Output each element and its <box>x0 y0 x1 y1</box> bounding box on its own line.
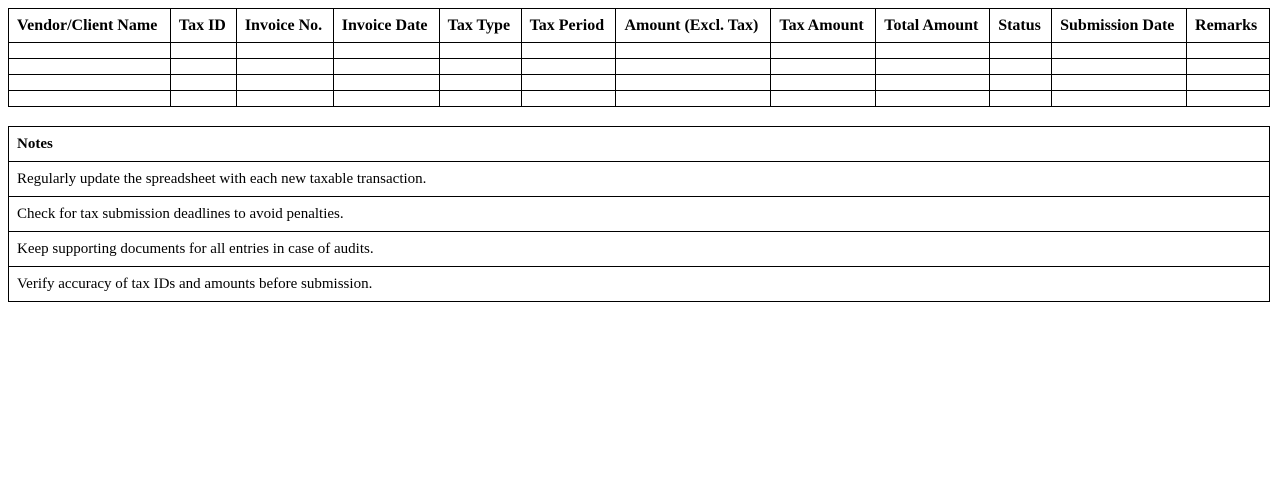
column-header-submission-date: Submission Date <box>1052 9 1187 43</box>
table-header-row <box>9 9 1270 43</box>
table-cell[interactable] <box>616 91 771 107</box>
column-header-tax-type: Tax Type <box>439 9 521 43</box>
table-cell[interactable] <box>616 59 771 75</box>
table-cell[interactable] <box>1052 59 1187 75</box>
table-cell[interactable] <box>236 43 333 59</box>
table-cell[interactable] <box>170 43 236 59</box>
column-header-status: Status <box>990 9 1052 43</box>
table-cell[interactable] <box>9 75 171 91</box>
table-cell[interactable] <box>990 59 1052 75</box>
notes-row <box>9 162 1270 197</box>
table-cell[interactable] <box>521 75 616 91</box>
table-row <box>9 91 1270 107</box>
table-cell[interactable] <box>170 91 236 107</box>
table-cell[interactable] <box>990 43 1052 59</box>
table-cell[interactable] <box>236 59 333 75</box>
column-header-total-amount: Total Amount <box>876 9 990 43</box>
table-cell[interactable] <box>439 91 521 107</box>
notes-heading: Notes <box>9 127 1270 162</box>
column-header-vendor-client-name: Vendor/Client Name <box>9 9 171 43</box>
notes-row <box>9 197 1270 232</box>
table-cell[interactable] <box>1187 91 1270 107</box>
tax-tracker-table <box>8 8 1270 107</box>
table-cell[interactable] <box>9 43 171 59</box>
table-cell[interactable] <box>876 43 990 59</box>
table-cell[interactable] <box>771 59 876 75</box>
table-cell[interactable] <box>333 91 439 107</box>
table-cell[interactable] <box>170 59 236 75</box>
table-cell[interactable] <box>439 59 521 75</box>
table-cell[interactable] <box>1052 75 1187 91</box>
table-cell[interactable] <box>521 43 616 59</box>
column-header-tax-period: Tax Period <box>521 9 616 43</box>
column-header-invoice-date: Invoice Date <box>333 9 439 43</box>
column-header-tax-amount: Tax Amount <box>771 9 876 43</box>
column-header-remarks: Remarks <box>1187 9 1270 43</box>
table-cell[interactable] <box>876 91 990 107</box>
table-cell[interactable] <box>1187 75 1270 91</box>
notes-header-row <box>9 127 1270 162</box>
table-cell[interactable] <box>236 91 333 107</box>
column-header-tax-id: Tax ID <box>170 9 236 43</box>
table-cell[interactable] <box>771 43 876 59</box>
table-cell[interactable] <box>990 75 1052 91</box>
table-cell[interactable] <box>876 59 990 75</box>
table-cell[interactable] <box>439 75 521 91</box>
table-cell[interactable] <box>521 91 616 107</box>
note-item: Check for tax submission deadlines to avoid penalties. <box>9 197 1270 232</box>
table-cell[interactable] <box>771 75 876 91</box>
notes-row <box>9 232 1270 267</box>
notes-table <box>8 126 1270 302</box>
table-cell[interactable] <box>333 75 439 91</box>
table-cell[interactable] <box>9 91 171 107</box>
table-cell[interactable] <box>521 59 616 75</box>
note-item: Verify accuracy of tax IDs and amounts before submission. <box>9 267 1270 302</box>
table-cell[interactable] <box>616 75 771 91</box>
table-cell[interactable] <box>236 75 333 91</box>
table-cell[interactable] <box>439 43 521 59</box>
notes-row <box>9 267 1270 302</box>
table-cell[interactable] <box>616 43 771 59</box>
table-cell[interactable] <box>9 59 171 75</box>
table-cell[interactable] <box>1052 43 1187 59</box>
table-cell[interactable] <box>170 75 236 91</box>
table-cell[interactable] <box>1052 91 1187 107</box>
table-row <box>9 75 1270 91</box>
table-cell[interactable] <box>333 43 439 59</box>
table-cell[interactable] <box>771 91 876 107</box>
note-item: Keep supporting documents for all entries in case of audits. <box>9 232 1270 267</box>
table-row <box>9 43 1270 59</box>
column-header-invoice-no: Invoice No. <box>236 9 333 43</box>
table-row <box>9 59 1270 75</box>
table-cell[interactable] <box>1187 59 1270 75</box>
table-cell[interactable] <box>876 75 990 91</box>
table-cell[interactable] <box>333 59 439 75</box>
table-cell[interactable] <box>1187 43 1270 59</box>
note-item: Regularly update the spreadsheet with each new taxable transaction. <box>9 162 1270 197</box>
column-header-amount-excl-tax: Amount (Excl. Tax) <box>616 9 771 43</box>
table-cell[interactable] <box>990 91 1052 107</box>
